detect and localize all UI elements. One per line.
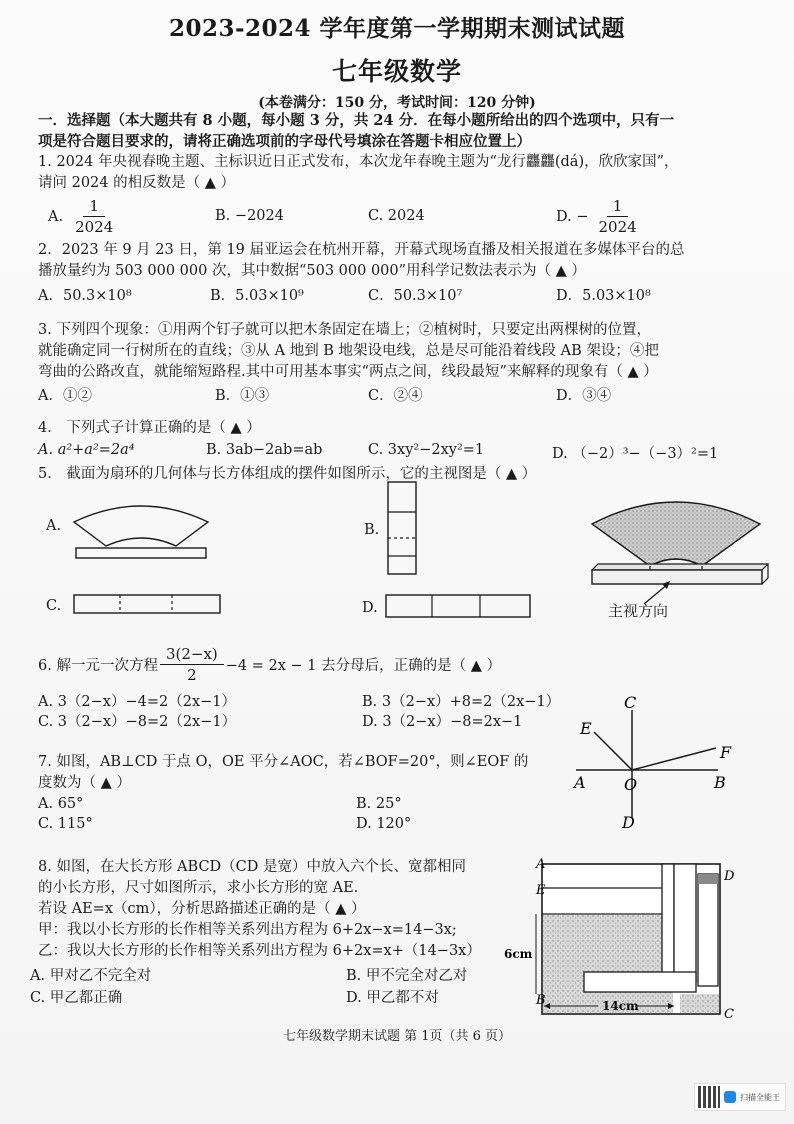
q6-option-c: C. 3（2−x）−8=2（2x−1） [38, 714, 237, 730]
q6-stem [38, 644, 501, 685]
q8-stem-line1: 8. 如图，在大长方形 ABCD（CD 是宽）中放入六个长、宽都相同 [38, 859, 466, 875]
q8-stem-line2: 的小长方形，尺寸如图所示，求小长方形的宽 AE. [38, 880, 359, 896]
q7-option-d: D. 120° [356, 816, 412, 832]
q8-option-d: D. 甲乙都不对 [346, 990, 439, 1006]
scanner-badge [694, 1083, 786, 1111]
q1-option-a-numerator: 1 [83, 196, 105, 217]
subject-title: 七年级数学 [331, 57, 462, 86]
q1-option-a [48, 196, 119, 237]
q2-option-a: A．50.3×10⁸ [38, 288, 132, 304]
q2-option-d: D．5.03×10⁸ [556, 288, 651, 304]
q1-option-a-fraction [69, 196, 119, 237]
q8-stem-line5: 乙：我以大长方形的长作相等关系列出方程为 6+2x=x+（14−3x） [38, 943, 481, 959]
q6-option-b: B. 3（2−x）+8=2（2x−1） [362, 694, 561, 710]
q8-stem-line4: 甲：我以小长方形的长作相等关系列出方程为 6+2x−x=14−3x; [38, 922, 457, 938]
q3-stem-line2: 就能确定同一行树所在的直线；③从 A 地到 B 地架设电线，总是尽可能沿着线段 AB 架设；④把 [38, 343, 659, 359]
q8-label-c: C [724, 1007, 734, 1022]
q8-figure [502, 854, 752, 1024]
q7-option-b: B. 25° [356, 796, 402, 812]
q2-option-c: C．50.3×10⁷ [368, 288, 463, 304]
q4-stem: 4． 下列式子计算正确的是（ ▲ ） [38, 420, 261, 436]
q6-stem-prefix: 6. 解一元一次方程 [38, 658, 158, 674]
q2-stem-line1: 2．2023 年 9 月 23 日，第 19 届亚运会在杭州开幕，开幕式现场直播及相关报道在多媒体平台的总 [38, 242, 685, 258]
q5-main-figure [584, 486, 774, 606]
q8-label-b: B [536, 993, 546, 1008]
q3-stem-line1: 3. 下列四个现象：①用两个钉子就可以把木条固定在墙上；②植树时，只要定出两棵树的位置， [38, 322, 651, 338]
view-direction-label: 主视方向 [608, 602, 669, 620]
q1-stem-line2: 请问 2024 的相反数是（ ▲ ） [38, 175, 235, 191]
q2-option-b: B．5.03×10⁹ [210, 288, 304, 304]
q6-option-a: A. 3（2−x）−4=2（2x−1） [38, 694, 236, 710]
q8-option-a: A. 甲对乙不完全对 [30, 968, 152, 984]
q1-option-d [556, 196, 643, 237]
q5-option-d-figure [384, 592, 534, 620]
q1-option-c: C. 2024 [368, 208, 425, 224]
q8-label-e: E [536, 883, 546, 898]
scanner-badge-text: 扫描全能王 [740, 1092, 780, 1102]
q3-option-c: C．②④ [368, 388, 423, 404]
q8-option-b: B. 甲不完全对乙对 [346, 968, 468, 984]
q8-option-c: C. 甲乙都正确 [30, 990, 123, 1006]
q8-stem-line3: 若设 AE=x（cm），分析思路描述正确的是（ ▲ ） [38, 901, 366, 917]
q1-option-d-fraction [592, 196, 642, 237]
q3-option-b: B．①③ [215, 388, 270, 404]
q2-stem-line2: 播放量约为 503 000 000 次，其中数据“503 000 000”用科学记数法表示为（ ▲ ） [38, 263, 586, 279]
q1-stem-line1: 1. 2024 年央视春晚主题、主标识近日正式发布，本次龙年春晚主题为“龙行龘龘(dá)，欣欣家国”， [38, 154, 679, 170]
q8-label-6cm: 6cm [504, 947, 533, 961]
q5-option-b-figure [386, 480, 420, 578]
q1-option-a-label: A. [48, 208, 64, 225]
q4-option-d: D. （−2）³−（−3）²=1 [552, 446, 719, 462]
q3-option-d: D．③④ [556, 388, 612, 404]
q3-option-a: A．①② [38, 388, 92, 404]
q7-label-b: B [714, 773, 726, 792]
q7-figure [570, 692, 750, 832]
qr-code-icon [698, 1086, 720, 1108]
q7-label-o: O [624, 775, 638, 794]
q6-numerator: 3(2−x) [160, 644, 224, 665]
q4-option-c: C. 3xy²−2xy²=1 [368, 442, 485, 458]
q6-stem-suffix: −4 = 2x − 1 去分母后，正确的是（ ▲ ） [225, 658, 501, 674]
q7-stem-line2: 度数为（ ▲ ） [38, 775, 131, 791]
q4-option-b: B. 3ab−2ab=ab [206, 442, 323, 458]
q1-option-d-denominator: 2024 [598, 218, 637, 236]
section-heading-line2: 项是符合题目要求的，请将正确选项前的字母代号填涂在答题卡相应位置上） [38, 133, 531, 150]
q7-option-a: A. 65° [38, 796, 84, 812]
q7-label-c: C [624, 693, 637, 712]
q1-option-b: B. −2024 [215, 208, 284, 224]
q1-option-a-denominator: 2024 [75, 218, 114, 236]
q8-label-14cm: 14cm [602, 999, 639, 1013]
q8-label-a: A [536, 857, 546, 872]
q5-option-c-figure [72, 592, 224, 618]
q7-label-a: A [574, 773, 586, 792]
q7-label-e: E [580, 719, 592, 738]
exam-info: (本卷满分：150 分，考试时间：120 分钟) [258, 95, 536, 111]
q5-option-a-label: A. [46, 518, 62, 534]
page-footer: 七年级数学期末试题 第 1页（共 6 页） [282, 1029, 512, 1044]
section-heading-line1: 一．选择题（本大题共有 8 小题，每小题 3 分，共 24 分．在每小题所给出的四个选项中，只有一 [38, 112, 675, 129]
q5-option-c-label: C. [46, 598, 62, 614]
q3-stem-line3: 弯曲的公路改直，就能缩短路程.其中可用基本事实“两点之间，线段最短”来解释的现象有（ ▲ ） [38, 364, 658, 380]
q5-option-d-label: D. [362, 600, 378, 616]
q7-label-d: D [622, 813, 635, 832]
q7-label-f: F [720, 743, 732, 762]
q6-fraction [160, 644, 224, 685]
q1-option-d-label: D. − [556, 208, 589, 225]
q6-denominator: 2 [187, 666, 197, 684]
q6-option-d: D. 3（2−x）−8=2x−1 [362, 714, 523, 730]
q5-stem: 5． 截面为扇环的几何体与长方体组成的摆件如图所示，它的主视图是（ ▲ ） [38, 466, 537, 482]
q5-option-a-figure [66, 494, 216, 566]
q5-option-b-label: B. [364, 522, 380, 538]
q7-stem-line1: 7. 如图，AB⊥CD 于点 O，OE 平分∠AOC，若∠BOF=20°，则∠EOF 的 [38, 754, 529, 770]
q8-label-d: D [724, 869, 735, 884]
scanner-logo-icon [724, 1091, 736, 1103]
exam-title: 2023-2024 学年度第一学期期末测试试题 [168, 15, 626, 42]
q1-option-d-numerator: 1 [607, 196, 629, 217]
q4-option-a: A. a²+a²=2a⁴ [38, 442, 135, 458]
q7-option-c: C. 115° [38, 816, 93, 832]
